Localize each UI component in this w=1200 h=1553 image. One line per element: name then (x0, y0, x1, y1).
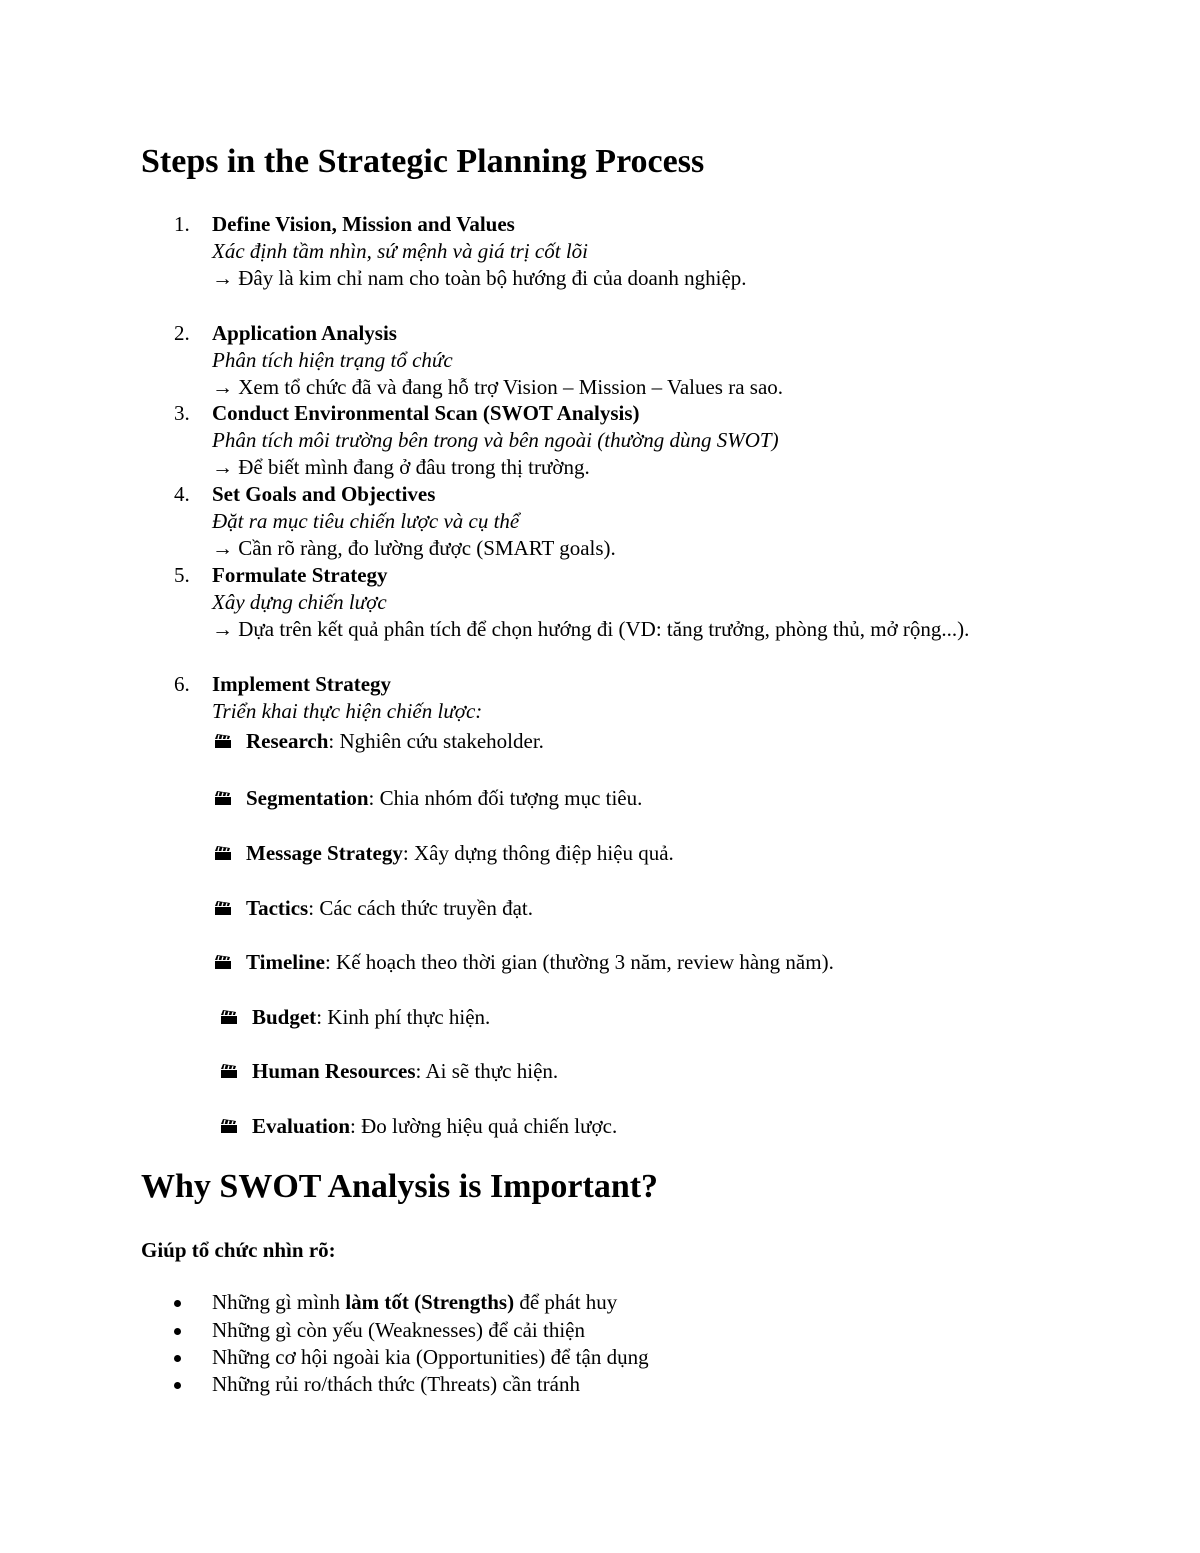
sub-item-desc: : Ai sẽ thực hiện. (415, 1059, 559, 1083)
sub-item-term: Evaluation (252, 1114, 351, 1138)
bullet-text: Những rủi ro/thách thức (Threats) cần tránh (212, 1372, 580, 1396)
list-item (0, 1317, 1200, 1344)
clapperboard-icon (220, 1118, 238, 1134)
step-note: → Để biết mình đang ở đâu trong thị trường. (212, 455, 590, 479)
sub-item-term: Message Strategy (246, 841, 403, 865)
sub-item-desc: : Các cách thức truyền đạt. (308, 896, 534, 920)
step-vietnamese: Đặt ra mục tiêu chiến lược và cụ thể (212, 509, 520, 533)
sub-item-desc: : Chia nhóm đối tượng mục tiêu. (368, 786, 643, 810)
step-number: 4. (174, 482, 190, 506)
sub-item (220, 1113, 617, 1140)
clapperboard-icon (220, 1009, 238, 1025)
step-note: → Cần rõ ràng, đo lường được (SMART goals). (212, 536, 616, 560)
step-vietnamese: Phân tích hiện trạng tổ chức (212, 348, 453, 372)
sub-item-desc: : Kinh phí thực hiện. (316, 1005, 491, 1029)
sub-item-term: Segmentation (246, 786, 369, 810)
step-number: 6. (174, 672, 190, 696)
list-item (0, 1289, 1200, 1316)
page-title: Steps in the Strategic Planning Process (141, 143, 705, 180)
step-note: → Dựa trên kết quả phân tích để chọn hướng đi (VD: tăng trưởng, phòng thủ, mở rộng...). (212, 617, 970, 641)
bullet-dot (174, 1328, 181, 1335)
step-vietnamese: Triển khai thực hiện chiến lược: (212, 699, 483, 723)
section-heading: Why SWOT Analysis is Important? (141, 1168, 659, 1205)
sub-item (214, 840, 674, 867)
sub-item (220, 1058, 558, 1085)
sub-item-desc: : Nghiên cứu stakeholder. (328, 729, 544, 753)
bullet-dot (174, 1300, 181, 1307)
step-number: 1. (174, 212, 190, 236)
clapperboard-icon (214, 790, 232, 806)
intro-text: Giúp tổ chức nhìn rõ: (141, 1238, 336, 1262)
sub-item-term: Budget (252, 1005, 317, 1029)
step-title: Conduct Environmental Scan (SWOT Analysis) (212, 401, 640, 425)
bullet-dot (174, 1382, 181, 1389)
bullet-text: Những cơ hội ngoài kia (Opportunities) để tận dụng (212, 1345, 649, 1369)
clapperboard-icon (214, 900, 232, 916)
clapperboard-icon (214, 845, 232, 861)
step-note: → Đây là kim chỉ nam cho toàn bộ hướng đi của doanh nghiệp. (212, 266, 747, 290)
step-vietnamese: Xác định tầm nhìn, sứ mệnh và giá trị cốt lõi (212, 239, 589, 263)
step-note: → Xem tổ chức đã và đang hỗ trợ Vision – Mission – Values ra sao. (212, 375, 784, 399)
bullet-text-tail: để phát huy (514, 1290, 618, 1314)
sub-item-term: Research (246, 729, 329, 753)
sub-item-term: Human Resources (252, 1059, 416, 1083)
clapperboard-icon (214, 733, 232, 749)
step-vietnamese: Xây dựng chiến lược (212, 590, 387, 614)
step-number: 5. (174, 563, 190, 587)
step-vietnamese: Phân tích môi trường bên trong và bên ngoài (thường dùng SWOT) (212, 428, 779, 452)
bullet-text: Những gì còn yếu (Weaknesses) để cải thiện (212, 1318, 585, 1342)
step-title: Define Vision, Mission and Values (212, 212, 515, 236)
sub-item (214, 728, 544, 755)
sub-item-desc: : Đo lường hiệu quả chiến lược. (350, 1114, 618, 1138)
sub-item (214, 949, 834, 976)
step-title: Formulate Strategy (212, 563, 388, 587)
bullet-text: Những gì mình (212, 1290, 346, 1314)
step-number: 2. (174, 321, 190, 345)
sub-item-desc: : Kế hoạch theo thời gian (thường 3 năm, review hàng năm). (324, 950, 834, 974)
sub-item (214, 785, 642, 812)
sub-item (214, 895, 533, 922)
clapperboard-icon (220, 1063, 238, 1079)
bullet-dot (174, 1355, 181, 1362)
step-title: Implement Strategy (212, 672, 392, 696)
sub-item (220, 1004, 490, 1031)
list-item (0, 1344, 1200, 1371)
step-title: Set Goals and Objectives (212, 482, 436, 506)
sub-item-desc: : Xây dựng thông điệp hiệu quả. (402, 841, 674, 865)
sub-item-term: Timeline (246, 950, 325, 974)
step-title: Application Analysis (212, 321, 397, 345)
bullet-bold-text: làm tốt (Strengths) (345, 1290, 515, 1314)
clapperboard-icon (214, 954, 232, 970)
step-number: 3. (174, 401, 190, 425)
list-item (0, 1371, 1200, 1398)
sub-item-term: Tactics (246, 896, 309, 920)
